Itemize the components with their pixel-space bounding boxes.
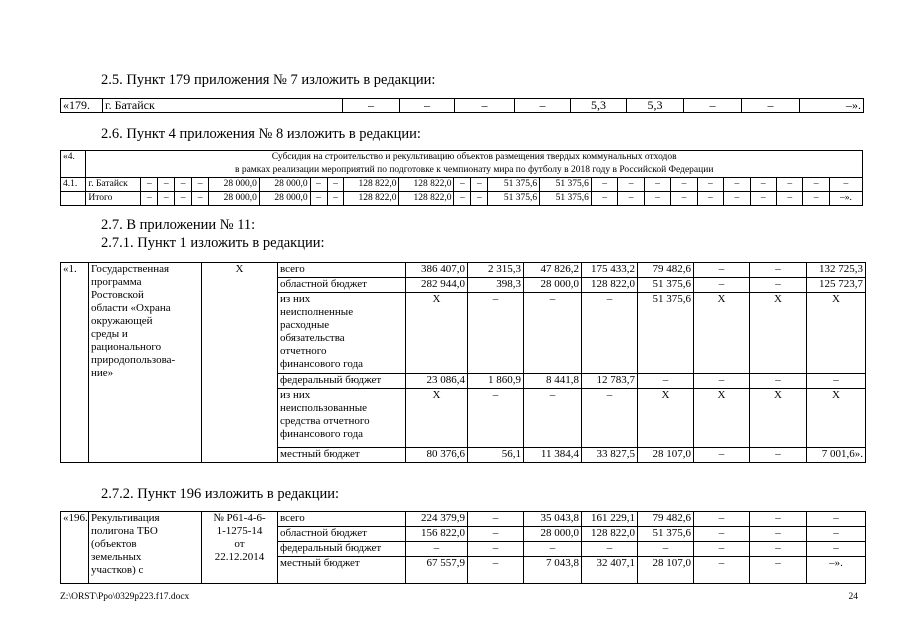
program-name-line: Ростовской [91, 289, 144, 301]
value-cell: 51 375,6 [638, 527, 694, 542]
funding-source-line: финансового года [280, 428, 364, 440]
value-cell: X [807, 293, 866, 374]
value-cell: – [724, 178, 750, 192]
funding-source-line: федеральный бюджет [280, 374, 382, 386]
value-cell: – [694, 527, 750, 542]
value-cell: 35 043,8 [524, 512, 582, 527]
value-cell: – [644, 178, 670, 192]
value-cell: – [471, 178, 488, 192]
value-cell: 398,3 [468, 278, 524, 293]
value-cell: – [524, 542, 582, 557]
value-cell: – [591, 178, 617, 192]
program-name-line: программа [91, 276, 142, 288]
value-cell: – [638, 542, 694, 557]
subsidy-title-line-1: Субсидия на строительство и рекультивацию объектов размещения твердых коммунальных отходов [271, 152, 677, 162]
value-cell: 8 441,8 [524, 374, 582, 389]
value-cell: 28 000,0 [209, 178, 260, 192]
value-cell: – [454, 192, 471, 206]
value-cell: – [750, 542, 807, 557]
table-row [61, 512, 866, 527]
program-name-line: среды и [91, 328, 128, 340]
value-cell: 12 783,7 [582, 374, 638, 389]
row-number: «4. [61, 151, 86, 178]
value-cell: – [776, 192, 802, 206]
value-cell: – [750, 374, 807, 389]
value-cell: – [192, 192, 209, 206]
program-name-cell [89, 263, 202, 463]
value-cell: – [807, 542, 866, 557]
value-cell: – [694, 448, 750, 463]
program-name-line: ние» [91, 367, 114, 379]
row-number [61, 192, 86, 206]
row-number: «179. [61, 99, 103, 113]
value-cell: – [829, 178, 862, 192]
funding-source-line: обязательства [280, 332, 345, 344]
value-cell: – [618, 192, 644, 206]
table-row [61, 192, 863, 206]
value-cell: – [750, 448, 807, 463]
value-cell: 224 379,9 [406, 512, 468, 527]
value-cell: – [468, 389, 524, 448]
object-name-line: Рекультивация [91, 512, 160, 524]
row-number: «1. [61, 263, 89, 463]
value-cell: – [807, 512, 866, 527]
value-cell: 5,3 [627, 99, 684, 113]
value-cell: 79 482,6 [638, 263, 694, 278]
object-name-line: участков) с [91, 564, 144, 576]
value-cell: 7 001,6». [807, 448, 866, 463]
section-2-7-heading: 2.7. В приложении № 11: [101, 217, 256, 233]
value-cell: 51 375,6 [540, 178, 592, 192]
value-cell: – [468, 293, 524, 374]
section-2-5-heading: 2.5. Пункт 179 приложения № 7 изложить в редакции: [101, 72, 436, 88]
value-cell: – [750, 278, 807, 293]
value-cell: – [742, 99, 800, 113]
table-2-7-2 [60, 511, 866, 584]
section-2-6-heading: 2.6. Пункт 4 приложения № 8 изложить в редакции: [101, 126, 421, 142]
value-cell: – [582, 293, 638, 374]
value-cell: 32 407,1 [582, 557, 638, 584]
object-name-line: (объектов [91, 538, 137, 550]
value-cell: – [618, 178, 644, 192]
object-name-line: земельных [91, 551, 142, 563]
value-cell: 51 375,6 [540, 192, 592, 206]
funding-source-cell [278, 293, 406, 374]
funding-source-line: областной бюджет [280, 278, 367, 290]
value-cell: 51 375,6 [488, 192, 540, 206]
value-cell: 128 822,0 [582, 278, 638, 293]
value-cell: 28 000,0 [209, 192, 260, 206]
value-cell: – [671, 192, 697, 206]
value-cell: – [803, 178, 829, 192]
value-cell: – [694, 263, 750, 278]
value-cell: – [343, 99, 400, 113]
document-number-cell [202, 512, 278, 584]
page-number: 24 [848, 592, 858, 602]
funding-source-line: всего [280, 263, 305, 275]
value-cell: 132 725,3 [807, 263, 866, 278]
funding-source-cell: областной бюджет [278, 527, 406, 542]
value-cell: 175 433,2 [582, 263, 638, 278]
value-cell: – [591, 192, 617, 206]
value-cell: 11 384,4 [524, 448, 582, 463]
value-cell: – [694, 374, 750, 389]
funding-source-cell [278, 374, 406, 389]
value-cell: – [750, 557, 807, 584]
value-cell: – [807, 527, 866, 542]
value-cell: – [468, 542, 524, 557]
value-cell: 125 723,7 [807, 278, 866, 293]
table-2-6 [60, 150, 863, 206]
object-name-cell [89, 512, 202, 584]
municipality-cell: Итого [86, 192, 141, 206]
program-name-line: окружающей [91, 315, 153, 327]
funding-source-line: неиспользованные [280, 402, 368, 414]
funding-source-cell [278, 448, 406, 463]
value-cell: – [141, 192, 158, 206]
program-name-line: Государственная [91, 263, 170, 275]
subsidy-title-line-2: в рамках реализации мероприятий по подготовке к чемпионату мира по футболу в 2018 году в Российской Федерации [234, 165, 714, 175]
value-cell: – [694, 557, 750, 584]
subsidy-title-cell [86, 151, 863, 178]
funding-source-cell [278, 263, 406, 278]
value-cell: X [750, 389, 807, 448]
value-cell: – [750, 527, 807, 542]
value-cell: – [776, 178, 802, 192]
funding-source-line: финансового года [280, 358, 364, 370]
value-cell: – [158, 192, 175, 206]
value-cell: 161 229,1 [582, 512, 638, 527]
value-cell: 386 407,0 [406, 263, 468, 278]
table-row [61, 99, 864, 113]
value-cell: – [468, 512, 524, 527]
value-cell: – [694, 542, 750, 557]
value-cell: – [644, 192, 670, 206]
value-cell: 51 375,6 [638, 278, 694, 293]
section-2-7-2-heading: 2.7.2. Пункт 196 изложить в редакции: [101, 486, 340, 502]
value-cell: 33 827,5 [582, 448, 638, 463]
value-cell: 28 107,0 [638, 557, 694, 584]
value-cell: – [158, 178, 175, 192]
value-cell: 56,1 [468, 448, 524, 463]
value-cell: 1 860,9 [468, 374, 524, 389]
value-cell: – [515, 99, 571, 113]
funding-source-line: из них [280, 293, 311, 305]
object-name-line: полигона ТБО [91, 525, 158, 537]
value-cell: 128 822,0 [399, 178, 454, 192]
value-cell: – [327, 178, 344, 192]
value-cell: X [406, 293, 468, 374]
value-cell: X [694, 293, 750, 374]
value-cell: X [750, 293, 807, 374]
value-cell: 282 944,0 [406, 278, 468, 293]
value-cell: 7 043,8 [524, 557, 582, 584]
value-cell: 28 000,0 [524, 278, 582, 293]
funding-source-cell [278, 278, 406, 293]
value-cell: – [724, 192, 750, 206]
value-cell: – [638, 374, 694, 389]
row-number: «196. [61, 512, 89, 584]
value-cell: –». [807, 557, 866, 584]
funding-source-line: расходные [280, 319, 330, 331]
value-cell: – [175, 178, 192, 192]
value-cell: – [455, 99, 515, 113]
document-number-line: 1-1275-14 [216, 525, 263, 537]
value-cell: 28 107,0 [638, 448, 694, 463]
value-cell: 51 375,6 [638, 293, 694, 374]
program-name-line: рационального [91, 341, 162, 353]
value-cell: – [582, 542, 638, 557]
table-2-5 [60, 98, 864, 113]
value-cell: – [468, 557, 524, 584]
document-number-line: от [234, 538, 245, 550]
row-number: 4.1. [61, 178, 86, 192]
value-cell: – [192, 178, 209, 192]
municipality-cell: г. Батайск [103, 99, 343, 113]
value-cell: 28 000,0 [259, 192, 310, 206]
funding-source-line: средства отчетного [280, 415, 370, 427]
value-cell: 79 482,6 [638, 512, 694, 527]
value-cell: – [697, 192, 723, 206]
value-cell: – [582, 389, 638, 448]
value-cell: – [671, 178, 697, 192]
table-row [61, 178, 863, 192]
value-cell: X [807, 389, 866, 448]
funding-source-line: неисполненные [280, 306, 354, 318]
table-row [61, 263, 866, 278]
value-cell: – [310, 192, 327, 206]
funding-source-cell: федеральный бюджет [278, 542, 406, 557]
footer-file-path: Z:\ORST\Ppo\0329p223.f17.docx [60, 592, 190, 602]
value-cell: 128 822,0 [344, 192, 399, 206]
value-cell: 23 086,4 [406, 374, 468, 389]
value-cell: 51 375,6 [488, 178, 540, 192]
value-cell: – [750, 178, 776, 192]
value-cell: – [454, 178, 471, 192]
value-cell: – [327, 192, 344, 206]
value-cell: 5,3 [571, 99, 627, 113]
value-cell: 28 000,0 [524, 527, 582, 542]
section-2-7-1-heading: 2.7.1. Пункт 1 изложить в редакции: [101, 235, 325, 251]
value-cell: – [310, 178, 327, 192]
program-name-line: области «Охрана [91, 302, 171, 314]
document-number-line: 22.12.2014 [214, 551, 265, 563]
funding-source-cell: местный бюджет [278, 557, 406, 584]
value-cell: 2 315,3 [468, 263, 524, 278]
value-cell: 67 557,9 [406, 557, 468, 584]
value-cell: – [400, 99, 455, 113]
table-header-row [61, 151, 863, 178]
value-cell: X [694, 389, 750, 448]
value-cell: 128 822,0 [399, 192, 454, 206]
funding-source-cell: всего [278, 512, 406, 527]
value-cell: 28 000,0 [259, 178, 310, 192]
value-cell: – [803, 192, 829, 206]
value-cell: X [406, 389, 468, 448]
funding-source-line: из них [280, 389, 311, 401]
value-cell: 80 376,6 [406, 448, 468, 463]
value-cell: – [694, 512, 750, 527]
mark-cell: X [202, 263, 278, 463]
value-cell: 128 822,0 [582, 527, 638, 542]
municipality-cell: г. Батайск [86, 178, 141, 192]
value-cell: – [697, 178, 723, 192]
funding-source-cell [278, 389, 406, 448]
value-cell: – [750, 512, 807, 527]
value-cell: –». [829, 192, 862, 206]
value-cell: – [750, 263, 807, 278]
program-name-line: природопользова- [91, 354, 176, 366]
value-cell: –». [800, 99, 864, 113]
value-cell: – [524, 389, 582, 448]
value-cell: – [406, 542, 468, 557]
funding-source-line: отчетного [280, 345, 327, 357]
value-cell: – [468, 527, 524, 542]
value-cell: – [694, 278, 750, 293]
document-number-line: № Р61-4-6- [213, 512, 266, 524]
value-cell: – [524, 293, 582, 374]
value-cell: – [175, 192, 192, 206]
value-cell: X [638, 389, 694, 448]
value-cell: – [750, 192, 776, 206]
value-cell: – [141, 178, 158, 192]
value-cell: – [471, 192, 488, 206]
value-cell: – [807, 374, 866, 389]
table-2-7-1 [60, 262, 866, 463]
value-cell: 156 822,0 [406, 527, 468, 542]
funding-source-line: местный бюджет [280, 448, 360, 460]
value-cell: – [684, 99, 742, 113]
value-cell: 47 826,2 [524, 263, 582, 278]
value-cell: 128 822,0 [344, 178, 399, 192]
